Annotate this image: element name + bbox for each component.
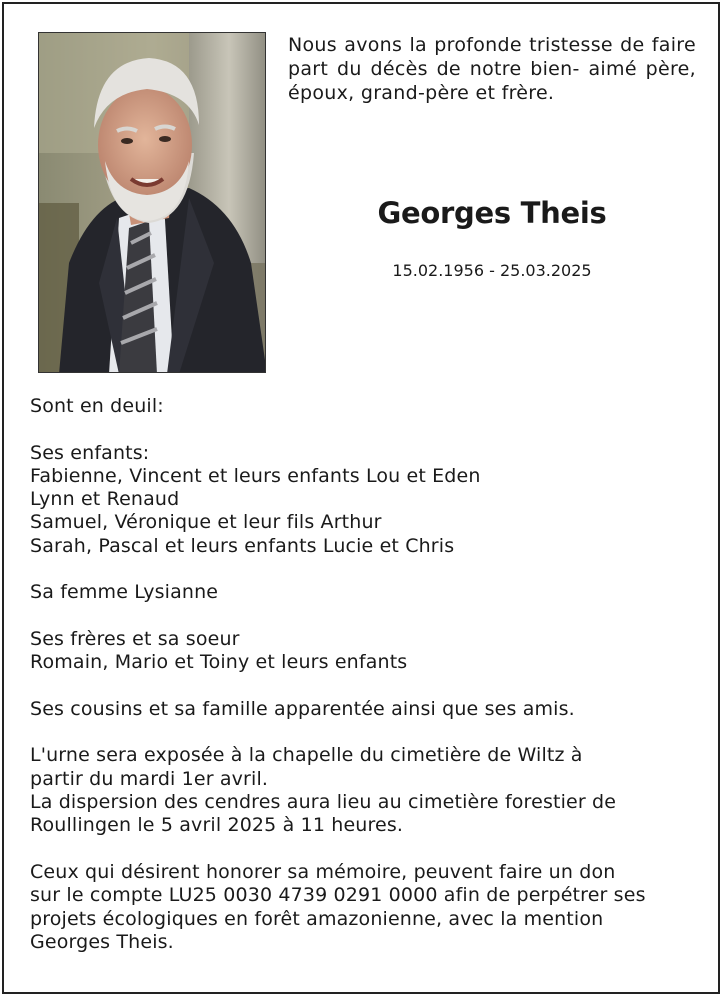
children-paragraph <box>30 442 700 558</box>
donation-line: Georges Theis. <box>30 930 174 953</box>
cousins-paragraph <box>30 698 700 721</box>
child-entry: Samuel, Véronique et leur fils Arthur <box>30 511 382 534</box>
child-entry: Lynn et Renaud <box>30 488 180 511</box>
announcement-line: faire part du décès de notre bien- <box>288 34 696 80</box>
siblings-paragraph <box>30 628 700 675</box>
ceremony-line: Roullingen le 5 avril 2025 à 11 heures. <box>30 814 404 837</box>
announcement-line: Nous avons la profonde tristesse de <box>288 34 645 56</box>
notice-body <box>30 395 700 977</box>
announcement-line: aimé père, époux, grand-père et <box>288 58 696 104</box>
ceremony-line: La dispersion des cendres aura lieu au cimetière forestier de <box>30 791 617 814</box>
cousins-entry: Ses cousins et sa famille apparentée ainsi que ses amis. <box>30 697 575 720</box>
donation-line: Ceux qui désirent honorer sa mémoire, peuvent faire un don <box>30 860 616 883</box>
announcement-line: frère. <box>501 82 555 104</box>
siblings-entry: Romain, Mario et Toiny et leurs enfants <box>30 651 408 674</box>
ceremony-paragraph <box>30 744 700 837</box>
mourning-heading: Sont en deuil: <box>30 395 164 417</box>
donation-paragraph <box>30 861 700 954</box>
donation-line: projets écologiques en forêt amazonienne, avec la mention <box>30 907 604 930</box>
ceremony-line: L'urne sera exposée à la chapelle du cimetière de Wiltz à <box>30 744 583 767</box>
deceased-name: Georges Theis <box>377 196 607 230</box>
donation-line: sur le compte LU25 0030 4739 0291 0000 afin de perpétrer ses <box>30 884 646 907</box>
siblings-heading: Ses frères et sa soeur <box>30 627 240 650</box>
announcement-text <box>288 33 696 105</box>
ceremony-line: partir du mardi 1er avril. <box>30 767 269 790</box>
wife-paragraph <box>30 581 700 604</box>
life-dates: 15.02.1956 - 25.03.2025 <box>392 261 592 280</box>
wife-entry: Sa femme Lysianne <box>30 581 219 604</box>
children-heading: Ses enfants: <box>30 441 150 464</box>
portrait-photo <box>38 32 266 373</box>
mourning-heading-paragraph <box>30 395 700 418</box>
child-entry: Fabienne, Vincent et leurs enfants Lou et Eden <box>30 464 481 487</box>
child-entry: Sarah, Pascal et leurs enfants Lucie et Chris <box>30 534 455 557</box>
